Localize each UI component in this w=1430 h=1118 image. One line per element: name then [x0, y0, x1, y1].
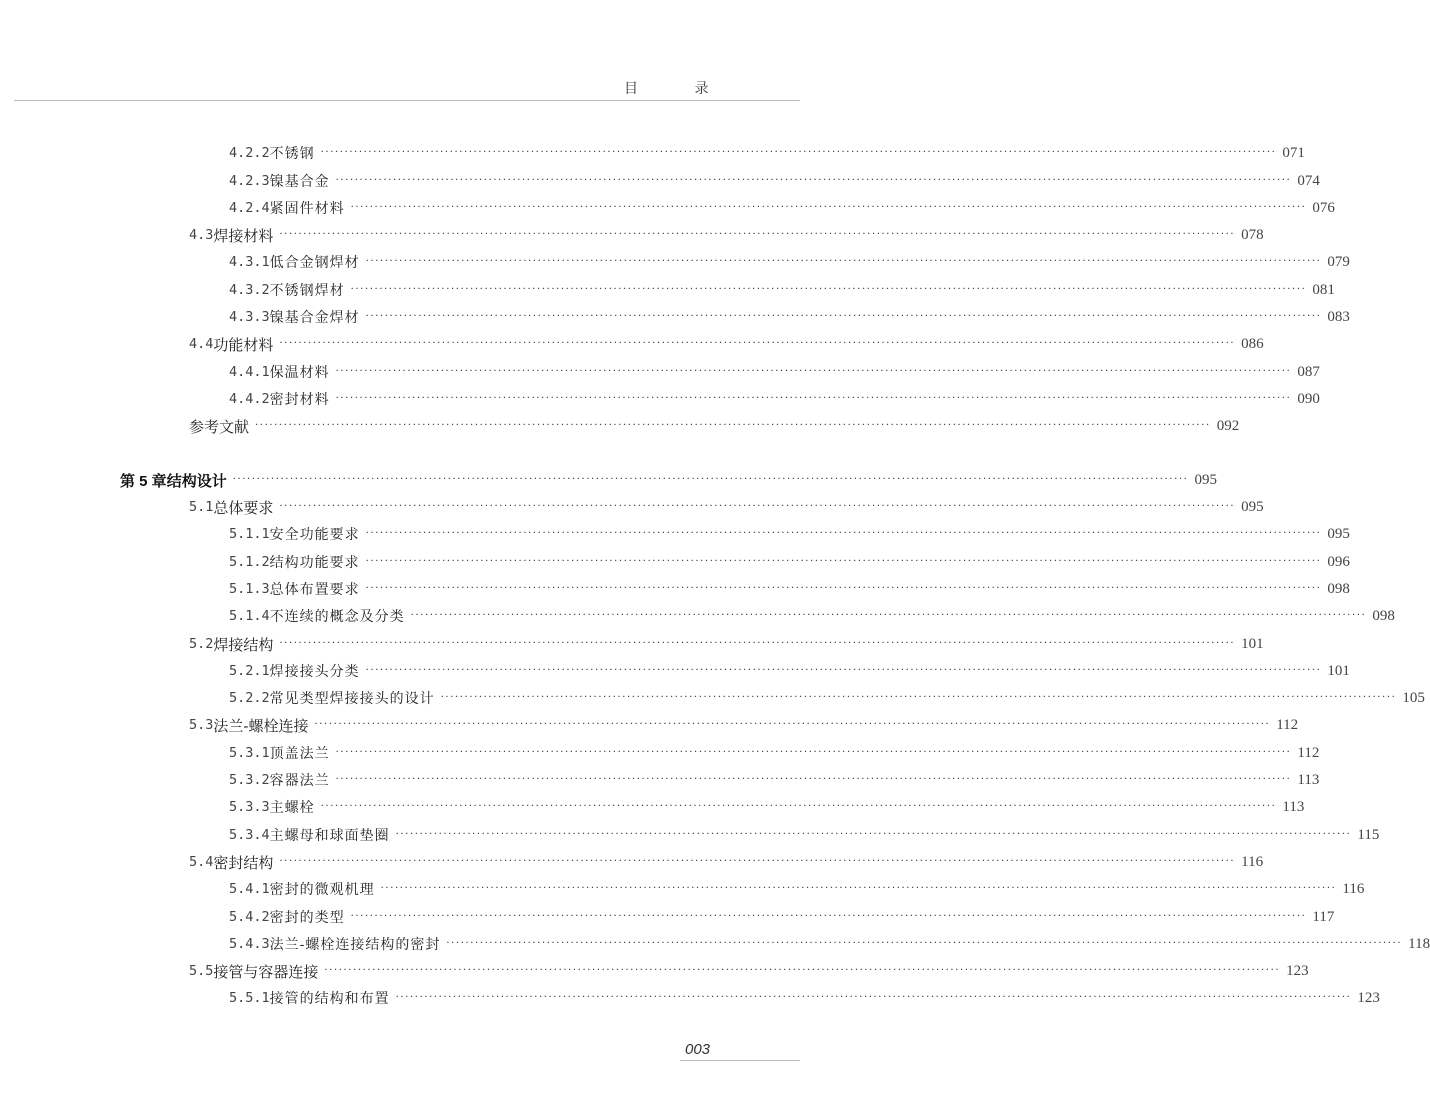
toc-entry-number: 4.3.3 — [229, 309, 270, 325]
toc-entry-number: 4.3.2 — [229, 282, 270, 298]
toc-entry-number: 5.1 — [189, 499, 214, 515]
toc-entry-number: 5.3.3 — [229, 799, 270, 815]
dot-leader: ········································································································································································································ — [446, 938, 1403, 949]
toc-entry-page: 081 — [1312, 281, 1335, 298]
toc-entry-title: 总体要求 — [213, 498, 274, 517]
toc-entry-number: 4.3.1 — [229, 254, 270, 270]
toc-entry[interactable] — [229, 687, 1425, 709]
toc-entry-title: 密封结构 — [213, 853, 274, 872]
dot-leader: ········································································································································································································ — [350, 911, 1307, 922]
toc-entry-title: 密封的类型 — [269, 910, 345, 926]
toc-entry-number: 5.3 — [189, 717, 214, 733]
toc-entry-page: 101 — [1327, 662, 1350, 679]
toc-entry[interactable] — [229, 551, 1350, 573]
toc-entry[interactable] — [189, 633, 1264, 655]
toc-entry[interactable] — [229, 523, 1350, 545]
toc-entry-number: 5.2.1 — [229, 663, 270, 679]
toc-entry-number: 4.4.2 — [229, 391, 270, 407]
toc-entry[interactable] — [229, 796, 1305, 818]
toc-entry[interactable] — [120, 469, 1217, 491]
toc-entry[interactable] — [229, 933, 1430, 955]
toc-entry-title: 结构功能要求 — [269, 555, 360, 571]
toc-entry-number: 4.2.4 — [229, 200, 270, 216]
toc-entry-number: 5.4.3 — [229, 936, 270, 952]
toc-entry-page: 112 — [1276, 716, 1299, 733]
toc-entry-title: 参考文献 — [189, 417, 250, 436]
toc-entry-page: 076 — [1312, 199, 1335, 216]
toc-entry-number: 5.4 — [189, 854, 214, 870]
toc-entry-number: 4.2.2 — [229, 145, 270, 161]
toc-entry-title: 常见类型焊接接头的设计 — [269, 691, 435, 707]
toc-entry-number: 5.1.3 — [229, 581, 270, 597]
toc-entry[interactable] — [229, 197, 1335, 219]
toc-entry[interactable] — [189, 415, 1240, 437]
dot-leader: ········································································································································································································ — [279, 638, 1236, 649]
dot-leader: ········································································································································································································ — [279, 501, 1236, 512]
dot-leader: ········································································································································································································ — [335, 366, 1292, 377]
toc-entry-number: 5.1.2 — [229, 554, 270, 570]
toc-entry[interactable] — [229, 824, 1380, 846]
toc-entry-number: 5.4.2 — [229, 909, 270, 925]
toc-entry-number: 5.5 — [189, 963, 214, 979]
toc-entry-title: 顶盖法兰 — [269, 746, 330, 762]
toc-entry-page: 098 — [1372, 607, 1395, 624]
dot-leader: ········································································································································································································ — [279, 229, 1236, 240]
toc-entry-page: 087 — [1297, 363, 1320, 380]
dot-leader: ········································································································································································································ — [365, 311, 1322, 322]
dot-leader: ········································································································································································································ — [335, 747, 1292, 758]
dot-leader: ········································································································································································································ — [365, 528, 1322, 539]
dot-leader: ········································································································································································································ — [320, 801, 1277, 812]
dot-leader: ········································································································································································································ — [324, 965, 1281, 976]
dot-leader: ········································································································································································································ — [410, 610, 1367, 621]
toc-entry[interactable] — [229, 388, 1320, 410]
header-rule — [14, 100, 800, 101]
toc-entry-title: 接管的结构和布置 — [269, 991, 390, 1007]
dot-leader: ········································································································································································································ — [365, 583, 1322, 594]
toc-entry-number: 5.5.1 — [229, 990, 270, 1006]
toc-entry-title: 镍基合金 — [269, 174, 330, 190]
dot-leader: ········································································································································································································ — [255, 420, 1211, 431]
footer-rule — [680, 1060, 800, 1061]
dot-leader: ········································································································································································································ — [335, 175, 1292, 186]
toc-entry[interactable] — [229, 987, 1380, 1009]
dot-leader: ········································································································································································································ — [395, 992, 1352, 1003]
dot-leader: ········································································································································································································ — [335, 393, 1292, 404]
toc-entry-title: 密封的微观机理 — [269, 882, 375, 898]
dot-leader: ········································································································································································································ — [365, 256, 1322, 267]
dot-leader: ········································································································································································································ — [350, 284, 1307, 295]
dot-leader: ········································································································································································································ — [279, 856, 1236, 867]
toc-entry-title: 低合金钢焊材 — [269, 255, 360, 271]
toc-entry[interactable] — [189, 714, 1299, 736]
toc-entry-page: 096 — [1327, 553, 1350, 570]
toc-entry-page: 095 — [1327, 525, 1350, 542]
toc-entry-page: 095 — [1241, 498, 1264, 515]
toc-entry-number: 4.4 — [189, 336, 214, 352]
dot-leader: ········································································································································································································ — [365, 556, 1322, 567]
toc-entry[interactable] — [229, 906, 1335, 928]
dot-leader: ········································································································································································································ — [320, 147, 1277, 158]
toc-entry-page: 092 — [1216, 417, 1240, 434]
toc-entry-number: 第 5 章 — [120, 472, 167, 490]
toc-entry-number: 5.1.4 — [229, 608, 270, 624]
toc-entry-page: 116 — [1241, 853, 1264, 870]
toc-entry-title: 不锈钢 — [269, 146, 315, 162]
dot-leader: ········································································································································································································ — [232, 474, 1189, 485]
toc-entry-title: 焊接接头分类 — [269, 664, 360, 680]
toc-entry-title: 不锈钢焊材 — [269, 283, 345, 299]
toc-entry-page: 090 — [1297, 390, 1320, 407]
toc-entry-number: 5.2.2 — [229, 690, 270, 706]
toc-entry-page: 074 — [1297, 172, 1320, 189]
toc-entry-title: 主螺母和球面垫圈 — [269, 828, 390, 844]
header-title: 目 录 — [624, 81, 735, 97]
toc-entry[interactable] — [229, 660, 1350, 682]
toc-entry-title: 镍基合金焊材 — [269, 310, 360, 326]
toc-entry-number: 4.2.3 — [229, 173, 270, 189]
toc-entry[interactable] — [229, 170, 1320, 192]
dot-leader: ········································································································································································································ — [395, 829, 1352, 840]
dot-leader: ········································································································································································································ — [380, 883, 1337, 894]
toc-entry-page: 086 — [1241, 335, 1264, 352]
toc-entry-page: 116 — [1342, 880, 1365, 897]
toc-entry-number: 5.1.1 — [229, 526, 270, 542]
toc-entry-number: 5.3.1 — [229, 745, 270, 761]
toc-entry-page: 113 — [1282, 798, 1305, 815]
toc-entry-page: 118 — [1408, 935, 1430, 952]
toc-entry-page: 117 — [1312, 908, 1335, 925]
dot-leader: ········································································································································································································ — [314, 719, 1271, 730]
toc-entry[interactable] — [229, 306, 1350, 328]
dot-leader: ········································································································································································································ — [350, 202, 1307, 213]
dot-leader: ········································································································································································································ — [440, 692, 1397, 703]
toc-entry-page: 101 — [1241, 635, 1264, 652]
toc-entry-page: 095 — [1194, 471, 1217, 488]
toc-entry-number: 5.3.4 — [229, 827, 270, 843]
toc-entry-title: 密封材料 — [269, 392, 330, 408]
toc-entry-title: 主螺栓 — [269, 800, 315, 816]
toc-entry-page: 105 — [1402, 689, 1425, 706]
toc-entry-title: 容器法兰 — [269, 773, 330, 789]
toc-entry-page: 123 — [1357, 989, 1380, 1006]
toc-entry-title: 法兰-螺栓连接结构的密封 — [269, 937, 441, 953]
dot-leader: ········································································································································································································ — [279, 338, 1236, 349]
toc-entry-title: 紧固件材料 — [269, 201, 345, 217]
toc-entry-title: 焊接结构 — [213, 635, 274, 654]
toc-entry-page: 115 — [1357, 826, 1380, 843]
toc-entry[interactable] — [189, 851, 1264, 873]
toc-entry-title: 安全功能要求 — [269, 527, 360, 543]
toc-entry[interactable] — [189, 960, 1309, 982]
toc-entry[interactable] — [229, 769, 1320, 791]
toc-entry-title: 保温材料 — [269, 365, 330, 381]
dot-leader: ········································································································································································································ — [365, 665, 1322, 676]
toc-entry-page: 083 — [1327, 308, 1350, 325]
toc-entry[interactable] — [189, 496, 1264, 518]
toc-entry-number: 5.4.1 — [229, 881, 270, 897]
dot-leader: ········································································································································································································ — [335, 774, 1292, 785]
toc-entry-page: 071 — [1282, 144, 1305, 161]
toc-entry-page: 112 — [1297, 744, 1320, 761]
toc-entry[interactable] — [189, 224, 1264, 246]
toc-entry[interactable] — [229, 878, 1365, 900]
toc-entry-title: 结构设计 — [166, 472, 227, 490]
toc-entry-title: 总体布置要求 — [269, 582, 360, 598]
toc-entry[interactable] — [229, 142, 1305, 164]
toc-entry-page: 079 — [1327, 253, 1350, 270]
toc-entry-title: 法兰-螺栓连接 — [213, 716, 309, 735]
toc-entry-page: 123 — [1286, 962, 1309, 979]
toc-entry[interactable] — [229, 279, 1335, 301]
toc-entry-number: 4.3 — [189, 227, 214, 243]
toc-entry-page: 098 — [1327, 580, 1350, 597]
page-number: 003 — [685, 1041, 711, 1058]
toc-entry-number: 5.2 — [189, 636, 214, 652]
toc-entry[interactable] — [189, 333, 1264, 355]
toc-entry-title: 不连续的概念及分类 — [269, 609, 405, 625]
toc-entry[interactable] — [229, 742, 1320, 764]
toc-entry-title: 接管与容器连接 — [213, 962, 319, 981]
toc-entry-number: 4.4.1 — [229, 364, 270, 380]
toc-entry-number: 5.3.2 — [229, 772, 270, 788]
toc-entry[interactable] — [229, 578, 1350, 600]
toc-entry-page: 078 — [1241, 226, 1264, 243]
toc-entry[interactable] — [229, 361, 1320, 383]
toc-entry-title: 功能材料 — [213, 335, 274, 354]
toc-entry-title: 焊接材料 — [213, 226, 274, 245]
toc-entry[interactable] — [229, 251, 1350, 273]
toc-entry-page: 113 — [1297, 771, 1320, 788]
toc-entry[interactable] — [229, 605, 1395, 627]
